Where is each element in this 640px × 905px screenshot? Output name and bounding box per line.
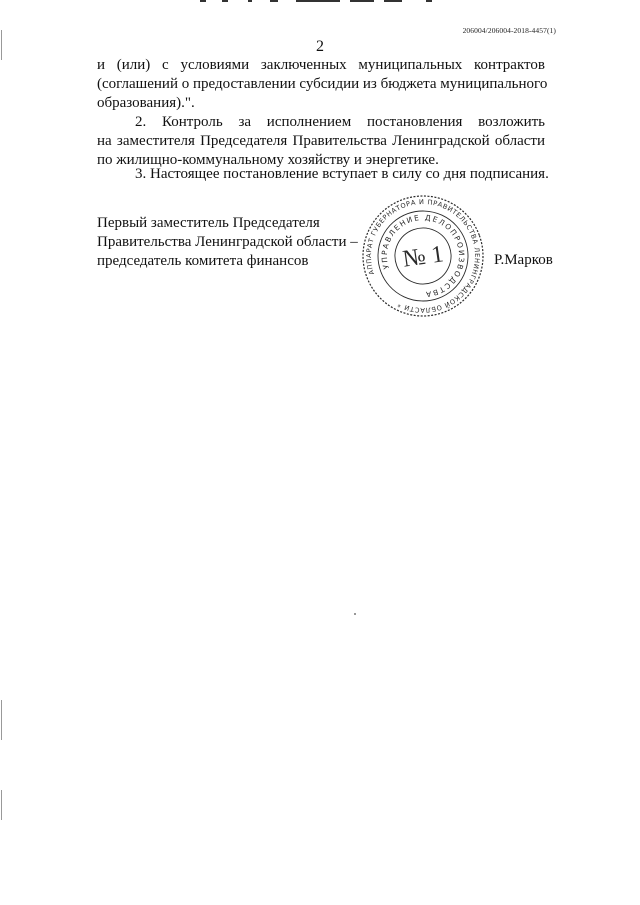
stamp-outer-text: АППАРАТ ГУБЕРНАТОРА И ПРАВИТЕЛЬСТВА ЛЕНИНГРАДСКОЙ ОБЛАСТИ * [364,197,482,315]
signatory-title-line-2: Правительства Ленинградской области – [97,234,358,250]
paragraph-1-line-3: образования).". [97,95,195,111]
document-id: 206004/206004-2018-4457(1) [462,26,556,35]
signatory-title [97,214,358,271]
paragraph-3-line-1: 3. Настоящее постановление вступает в силу со дня подписания. [135,166,549,182]
paragraph-2 [97,113,545,170]
left-margin-mark [1,790,2,820]
top-edge-marks [200,0,440,5]
page-number: 2 [316,38,324,55]
paragraph-1 [97,56,548,113]
signatory-title-line-3: председатель комитета финансов [97,253,309,269]
stamp-number: № 1 [401,241,446,273]
paragraph-3 [97,165,549,184]
paragraph-1-line-1: и (или) с условиями заключенных муниципальных контрактов [97,57,545,73]
paragraph-2-line-2: на заместителя Председателя Правительства Ленинградской области [97,133,545,149]
scan-speck [354,613,356,615]
left-margin-mark [1,30,2,60]
paragraph-2-line-3: по жилищно-коммунальному хозяйству и энергетике. [97,152,439,168]
paragraph-1-line-2: (соглашений о предоставлении субсидии из бюджета муниципального [97,76,548,92]
paragraph-2-line-1: 2. Контроль за исполнением постановления возложить [135,114,545,130]
signatory-title-line-1: Первый заместитель Председателя [97,215,320,231]
signatory-name: Р.Марков [494,252,553,268]
stamp-inner-text: УПРАВЛЕНИЕ ДЕЛОПРОИЗВОДСТВА [379,212,467,300]
left-margin-mark [1,700,2,740]
official-stamp [360,193,486,319]
